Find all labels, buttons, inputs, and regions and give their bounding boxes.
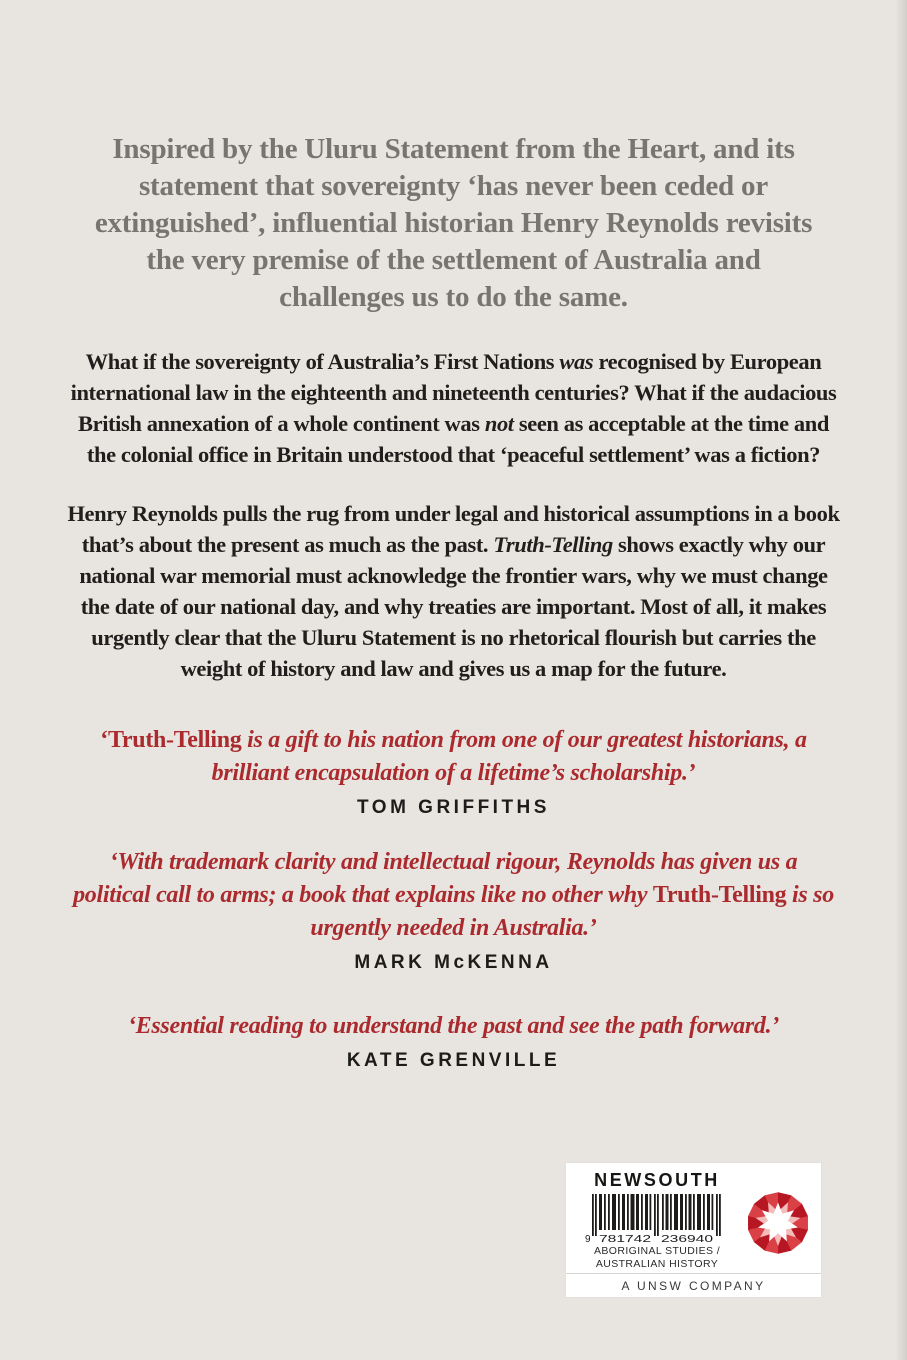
quote-attribution-1: TOM GRIFFITHS	[357, 797, 550, 818]
book-title-italic: Truth-Telling	[493, 532, 613, 557]
publisher-info	[574, 1170, 740, 1271]
company-label: A UNSW COMPANY	[621, 1278, 766, 1293]
body-text-italic: not	[484, 411, 514, 436]
quote-text: is a gift to his nation from one of our greatest historians, a brilliant encapsulation of a lifetime’s scholarship.’	[211, 727, 807, 786]
publisher-name: NEWSOUTH	[594, 1170, 720, 1190]
endorsement-quote-2	[69, 846, 839, 945]
body-text: shows exactly why our national war memorial must acknowledge the frontier wars, why we must change the date of our national day, and why treaties are important. Most of all, it makes urgently clear that the Uluru Statement is no rhetorical flourish but carries the weight of history and law and gives us a map for the future.	[79, 532, 828, 681]
body-text: What if the sovereignty of Australia’s First Nations	[85, 349, 560, 374]
isbn-barcode	[582, 1192, 732, 1245]
category-label	[574, 1245, 740, 1271]
publisher-logo-area	[740, 1170, 815, 1255]
quote-attribution-3: KATE GRENVILLE	[346, 1050, 561, 1071]
quote-attribution-2: MARK McKENNA	[354, 952, 553, 973]
barcode-digits	[585, 1234, 714, 1245]
endorsement-quote-3	[69, 1010, 839, 1043]
category-line-2: AUSTRALIAN HISTORY	[595, 1258, 719, 1270]
body-text: recognised by European international law in the eighteenth and nineteenth centuries? What if the audacious British annexation of a whole continent was	[70, 349, 837, 436]
endorsement-quote-1	[69, 724, 839, 790]
publisher-panel	[566, 1163, 821, 1297]
publisher-panel-main	[566, 1163, 821, 1273]
barcode-prefix-digit: 9	[585, 1234, 591, 1245]
body-paragraph-1	[64, 346, 844, 470]
barcode-bars	[592, 1194, 721, 1236]
quote-text: ‘Essential reading to understand the past and see the path forward.’	[127, 1013, 780, 1039]
cover-copy	[64, 131, 844, 1072]
body-text-italic: was	[559, 349, 594, 374]
cover-headline: Inspired by the Uluru Statement from the Heart, and its statement that sovereignty ‘has never been ceded or extinguished’, influential historian Henry Reynolds revisits the very premise of the settlement of Australia and challenges us to do the same.	[94, 133, 813, 313]
body-text: seen as acceptable at the time and the colonial office in Britain understood that ‘peaceful settlement’ was a fiction?	[86, 411, 829, 467]
body-text: Henry Reynolds pulls the rug from under legal and historical assumptions in a book that’s about the present as much as the past.	[67, 501, 840, 557]
quote-text: ‘With trademark clarity and intellectual rigour, Reynolds has given us a political call to arms; a book that explains like no other why	[73, 849, 798, 908]
body-paragraph-2	[64, 498, 844, 684]
cover-edge-shadow	[895, 0, 907, 1360]
quote-title-upright: Truth-Telling	[652, 882, 787, 908]
quote-title-upright: ‘Truth-Telling	[100, 727, 242, 753]
category-line-1: ABORIGINAL STUDIES /	[593, 1245, 721, 1257]
barcode-left-digits: 781742	[599, 1234, 652, 1245]
unsw-gem-star-icon	[746, 1191, 810, 1255]
barcode-right-digits: 236940	[661, 1234, 714, 1245]
quote-text: is so urgently needed in Australia.’	[310, 882, 834, 941]
